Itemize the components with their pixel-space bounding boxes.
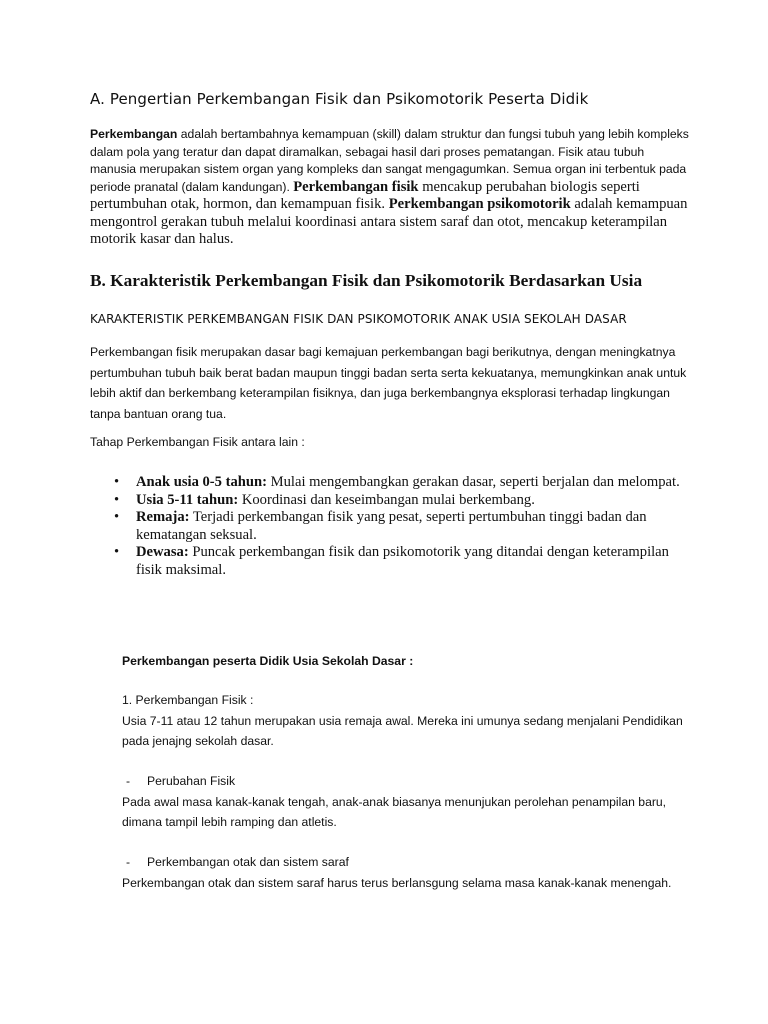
item1-block xyxy=(122,690,702,752)
sub2-block xyxy=(122,852,702,893)
sub1-block xyxy=(122,771,702,833)
dash-icon: - xyxy=(126,855,131,869)
section-b-subheading: KARAKTERISTIK PERKEMBANGAN FISIK DAN PSIKOMOTORIK ANAK USIA SEKOLAH DASAR xyxy=(90,312,627,326)
section-a-heading: A. Pengertian Perkembangan Fisik dan Psikomotorik Peserta Didik xyxy=(90,90,589,108)
section-a-paragraph xyxy=(90,126,690,249)
bullet-item: • Remaja: Terjadi perkembangan fisik yang pesat, seperti pertumbuhan tinggi badan dan kematangan seksual. xyxy=(114,509,647,543)
fisik-text: mencakup perubahan biologis seperti pertumbuhan otak, hormon, dan kemampuan fisik. xyxy=(90,178,640,212)
item1-text: Usia 7-11 atau 12 tahun merupakan usia remaja awal. Mereka ini umunya sedang menjalani Pendidikan pada jenajng sekolah dasar. xyxy=(122,713,683,748)
section-b-heading: B. Karakteristik Perkembangan Fisik dan Psikomotorik Berdasarkan Usia xyxy=(90,271,643,290)
psikomotorik-text: adalah kemampuan mengontrol gerakan tubuh melalui koordinasi antara sistem saraf dan otot, mencakup keterampilan motorik kasar dan halus. xyxy=(90,196,688,247)
term-perkembangan: Perkembangan xyxy=(90,127,178,141)
section-c-heading: Perkembangan peserta Didik Usia Sekolah Dasar : xyxy=(122,654,414,668)
section-b-paragraph: Perkembangan fisik merupakan dasar bagi kemajuan perkembangan bagi berikutnya, dengan meningkatnya pertumbuhan tubuh baik berat badan maupun tinggi badan serta serta kekuatanya, memungkinkan anak untuk lebih aktif dan berkembang keterampilan fisiknya, dan juga berkembangnya eksplorasi terhadap lingkungan tanpa bantuan orang tua. xyxy=(90,345,687,421)
sub2-dash-row xyxy=(122,852,702,873)
item1-title: 1. Perkembangan Fisik : xyxy=(122,693,254,707)
stage-bullet-list xyxy=(90,474,690,580)
bullet-icon: • xyxy=(114,491,120,508)
bullet-icon: • xyxy=(114,509,120,526)
bullet-item: • Usia 5-11 tahun: Koordinasi dan keseimbangan mulai berkembang. xyxy=(114,491,535,508)
definition-text: adalah bertambahnya kemampuan (skill) dalam struktur dan fungsi tubuh yang lebih kompleks dalam pola yang teratur dan dapat diramalkan, sebagai hasil dari proses pematangan. Fisik atau tubuh manusia merupakan sistem organ yang kompleks dan sangat mengagumkan. Semua organ ini terbentuk pada periode pranatal (dalam kandungan). xyxy=(90,127,689,194)
sub2-label: Perkembangan otak dan sistem saraf xyxy=(147,855,349,869)
bullet-icon: • xyxy=(114,474,120,490)
bullet-item: • Dewasa: Puncak perkembangan fisik dan psikomotorik yang ditandai dengan keterampilan fisik maksimal. xyxy=(114,544,669,578)
term-perkembangan-psikomotorik: Perkembangan psikomotorik xyxy=(388,196,571,212)
sub1-label: Perubahan Fisik xyxy=(147,774,236,788)
tahap-label: Tahap Perkembangan Fisik antara lain : xyxy=(90,435,305,449)
sub1-dash-row xyxy=(122,771,702,792)
dash-icon: - xyxy=(126,774,131,788)
bullet-item: • Anak usia 0-5 tahun: Mulai mengembangkan gerakan dasar, seperti berjalan dan melompat. xyxy=(114,474,680,490)
sub2-text: Perkembangan otak dan sistem saraf harus terus berlansgung selama masa kanak-kanak menengah. xyxy=(122,875,672,890)
sub1-text: Pada awal masa kanak-kanak tengah, anak-anak biasanya menunjukan perolehan penampilan baru, dimana tampil lebih ramping dan atletis. xyxy=(122,794,667,829)
term-perkembangan-fisik: Perkembangan fisik xyxy=(293,178,419,195)
bullet-icon: • xyxy=(114,544,120,561)
